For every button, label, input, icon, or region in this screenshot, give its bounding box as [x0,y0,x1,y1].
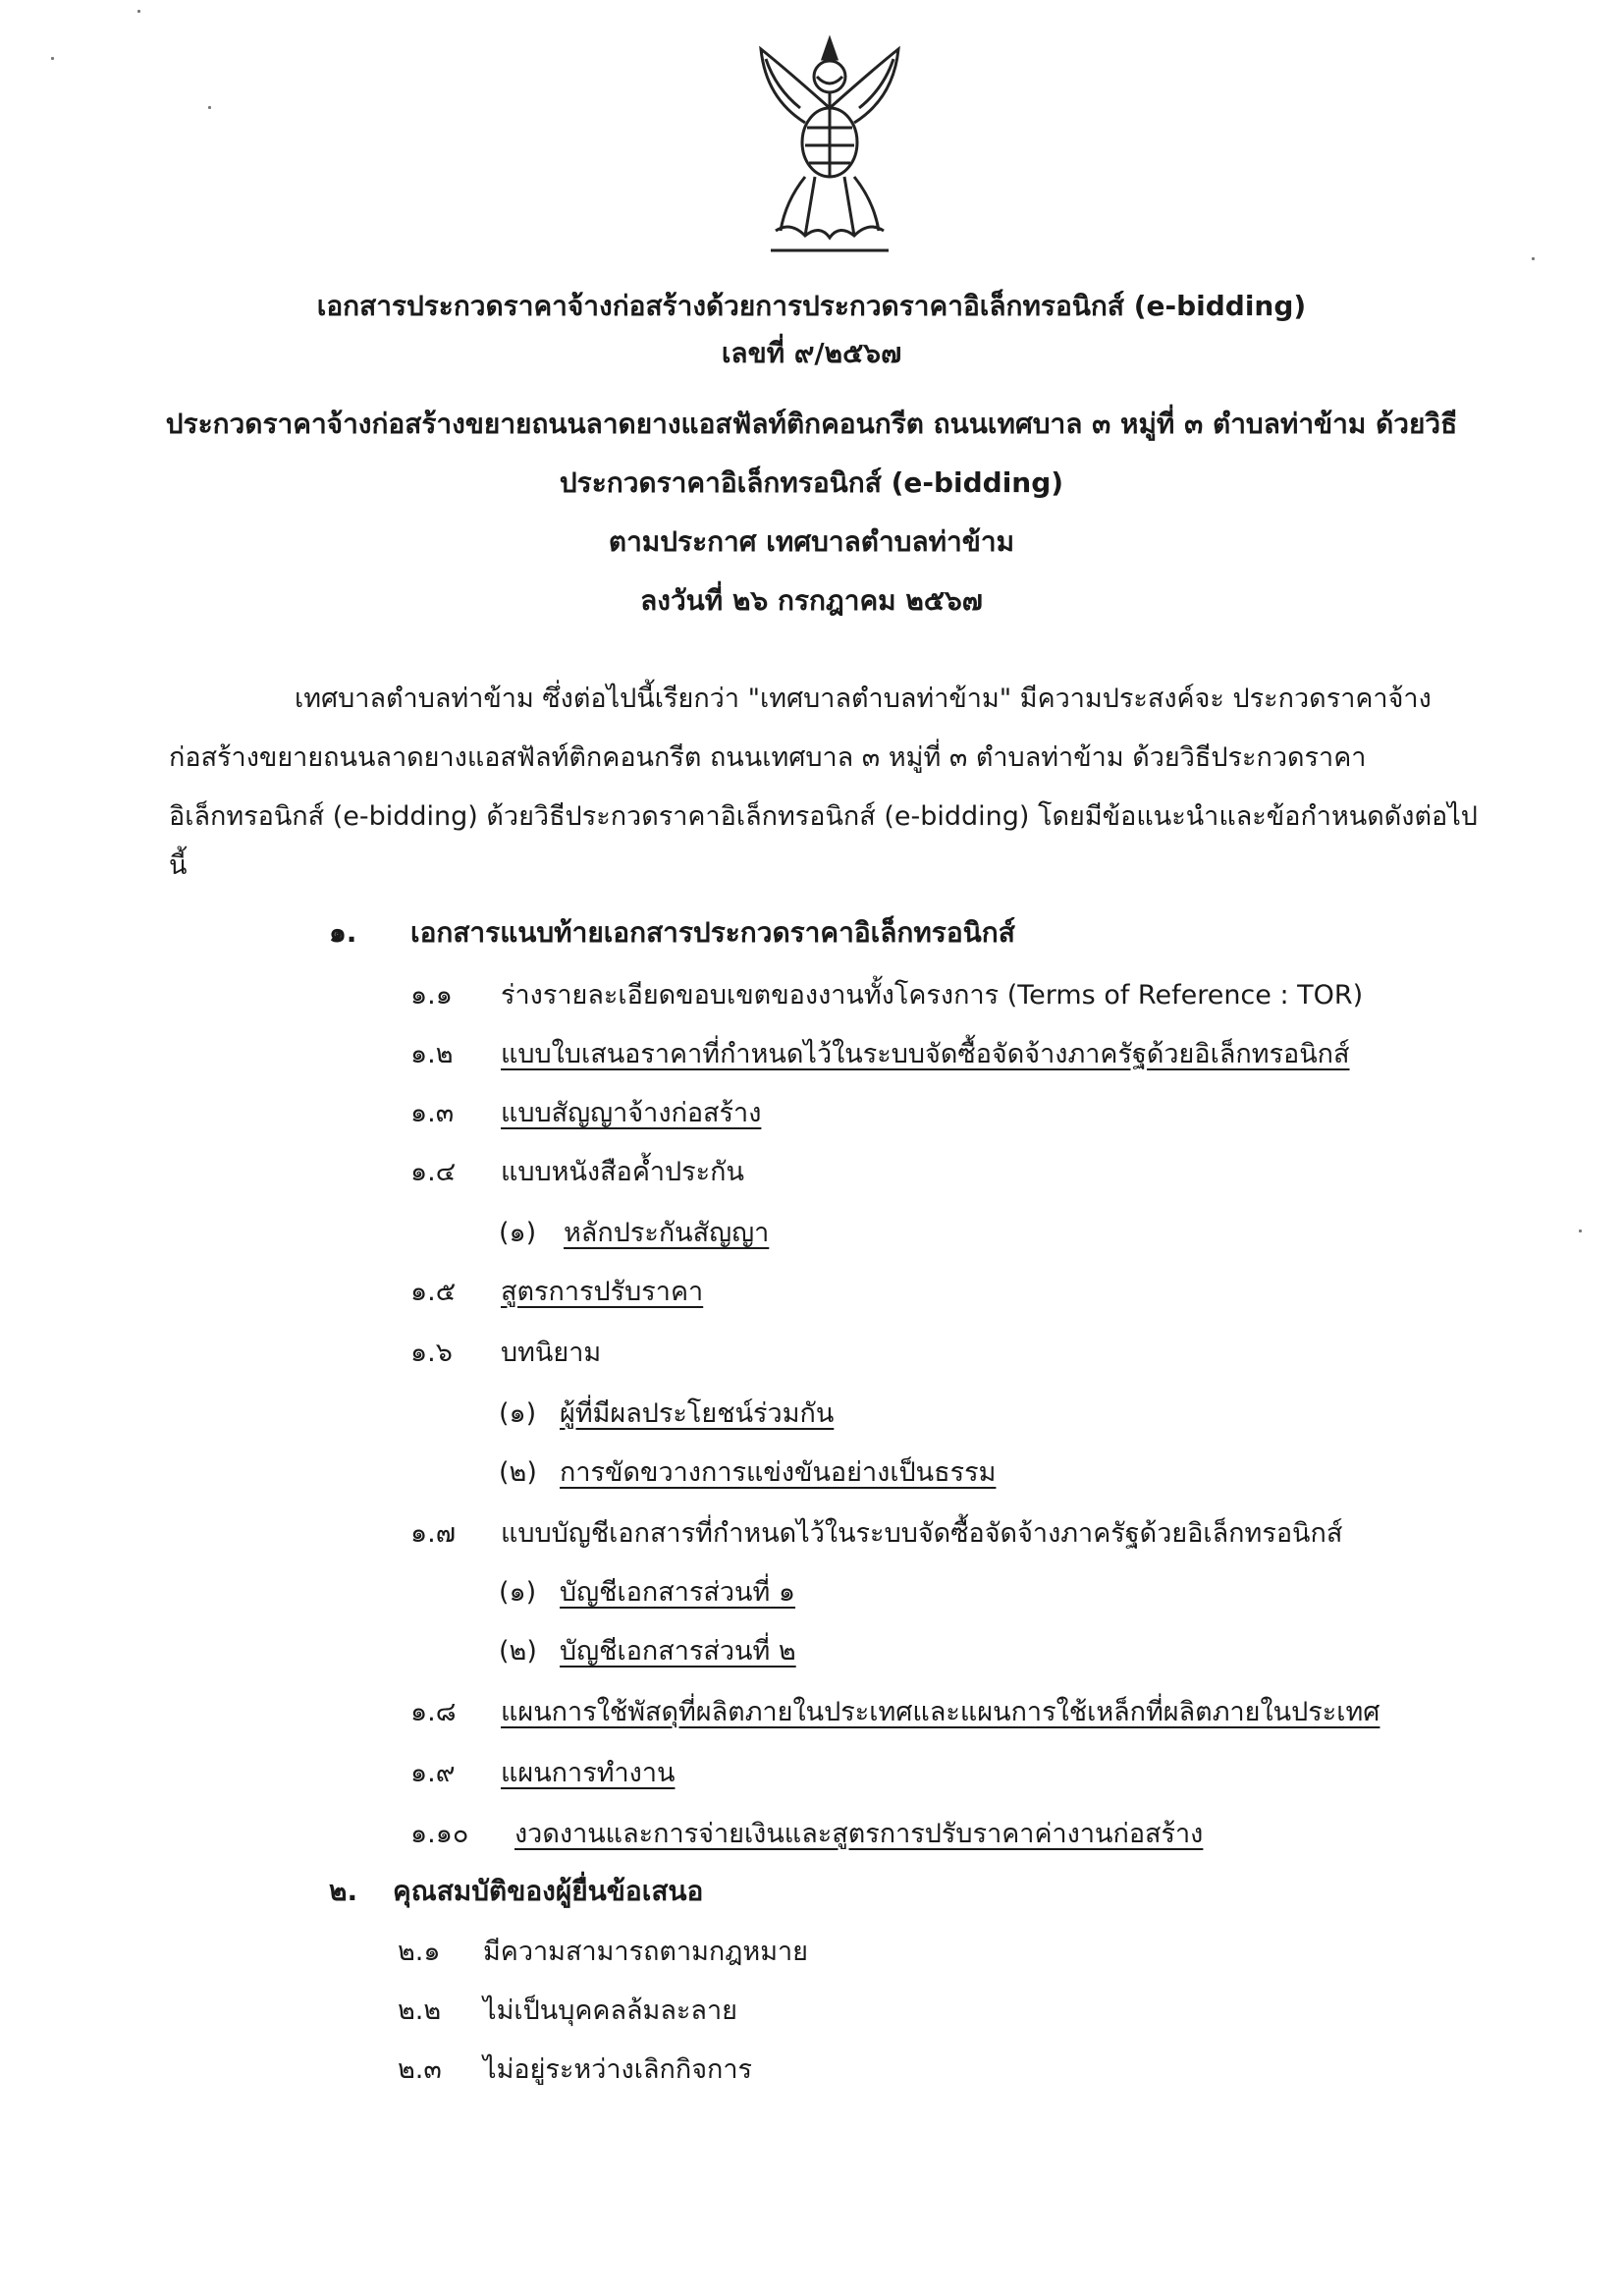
garuda-emblem-icon [746,29,913,255]
item-number: ๑.๒ [410,1039,454,1069]
item-text: แบบหนังสือค้ำประกัน [501,1157,744,1187]
section-number: ๒. [329,1875,358,1907]
item-text: บทนิยาม [501,1338,602,1368]
announcement-ref: ตามประกาศ เทศบาลตำบลท่าข้าม [608,525,1015,558]
project-title-cont: ประกวดราคาอิเล็กทรอนิกส์ (e-bidding) [559,466,1064,499]
item-number: ๑.๔ [410,1157,457,1187]
item-number: ๑.๕ [410,1277,457,1307]
item-text: แผนการใช้พัสดุที่ผลิตภายในประเทศและแผนการใช้เหล็กที่ผลิตภายในประเทศ [501,1697,1380,1727]
subitem-number: (๒) [499,1457,537,1488]
item-text: แบบสัญญาจ้างก่อสร้าง [501,1098,762,1128]
subitem-text: บัญชีเอกสารส่วนที่ ๑ [560,1577,796,1608]
intro-line: อิเล็กทรอนิกส์ (e-bidding) ด้วยวิธีประกวดราคาอิเล็กทรอนิกส์ (e-bidding) โดยมีข้อแนะนำและข้อกำหนดดังต่อไป [169,801,1478,832]
intro-line: ก่อสร้างขยายถนนลาดยางแอสฟัลท์ติกคอนกรีต ถนนเทศบาล ๓ หมู่ที่ ๓ ตำบลท่าข้าม ด้วยวิธีประกวดราคา [169,742,1367,773]
item-text: แบบใบเสนอราคาที่กำหนดไว้ในระบบจัดซื้อจัดจ้างภาครัฐด้วยอิเล็กทรอนิกส์ [501,1039,1350,1069]
section-number: ๑. [329,916,357,949]
item-number: ๑.๑ [410,980,453,1011]
item-number: ๑.๘ [410,1697,457,1727]
scan-speck [208,106,211,109]
scan-speck [1532,257,1535,260]
subitem-number: (๑) [499,1577,537,1608]
item-number: ๒.๓ [398,2054,442,2085]
item-number: ๑.๓ [410,1098,455,1128]
item-text: งวดงานและการจ่ายเงินและสูตรการปรับราคาค่างานก่อสร้าง [514,1819,1204,1849]
subitem-number: (๑) [499,1218,537,1248]
subitem-text: ผู้ที่มีผลประโยชน์ร่วมกัน [560,1398,835,1429]
subitem-number: (๑) [499,1398,537,1429]
intro-line: เทศบาลตำบลท่าข้าม ซึ่งต่อไปนี้เรียกว่า "เทศบาลตำบลท่าข้าม" มีความประสงค์จะ ประกวดราคาจ้าง [295,683,1432,714]
item-number: ๒.๑ [398,1937,441,1967]
item-text: มีความสามารถตามกฎหมาย [483,1937,808,1967]
project-title: ประกวดราคาจ้างก่อสร้างขยายถนนลาดยางแอสฟัลท์ติกคอนกรีต ถนนเทศบาล ๓ หมู่ที่ ๓ ตำบลท่าข้าม ด้วยวิธี [165,408,1458,440]
item-text: สูตรการปรับราคา [501,1277,704,1307]
item-text: แผนการทำงาน [501,1758,676,1788]
section-title: คุณสมบัติของผู้ยื่นข้อเสนอ [393,1875,704,1907]
subitem-text: หลักประกันสัญญา [564,1218,770,1248]
document-number: เลขที่ ๙/๒๕๖๗ [721,337,902,369]
scan-speck [137,10,140,13]
item-number: ๑.๖ [410,1338,453,1368]
item-text: ไม่อยู่ระหว่างเลิกกิจการ [483,2054,753,2085]
subitem-number: (๒) [499,1636,537,1667]
scan-speck [51,57,54,60]
item-text: แบบบัญชีเอกสารที่กำหนดไว้ในระบบจัดซื้อจัดจ้างภาครัฐด้วยอิเล็กทรอนิกส์ [501,1518,1343,1549]
subitem-text: บัญชีเอกสารส่วนที่ ๒ [560,1636,796,1667]
document-title: เอกสารประกวดราคาจ้างก่อสร้างด้วยการประกวดราคาอิเล็กทรอนิกส์ (e-bidding) [316,290,1307,322]
item-text: ไม่เป็นบุคคลล้มละลาย [483,1995,737,2026]
section-title: เอกสารแนบท้ายเอกสารประกวดราคาอิเล็กทรอนิกส์ [410,916,1015,949]
scan-speck [1579,1230,1582,1232]
announcement-date: ลงวันที่ ๒๖ กรกฎาคม ๒๕๖๗ [640,584,983,617]
item-number: ๒.๒ [398,1995,442,2026]
item-number: ๑.๗ [410,1518,457,1549]
subitem-text: การขัดขวางการแข่งขันอย่างเป็นธรรม [560,1457,997,1488]
intro-line: นี้ [169,850,188,881]
item-text: ร่างรายละเอียดขอบเขตของงานทั้งโครงการ (Terms of Reference : TOR) [501,980,1364,1011]
item-number: ๑.๑๐ [410,1819,469,1849]
item-number: ๑.๙ [410,1758,456,1788]
